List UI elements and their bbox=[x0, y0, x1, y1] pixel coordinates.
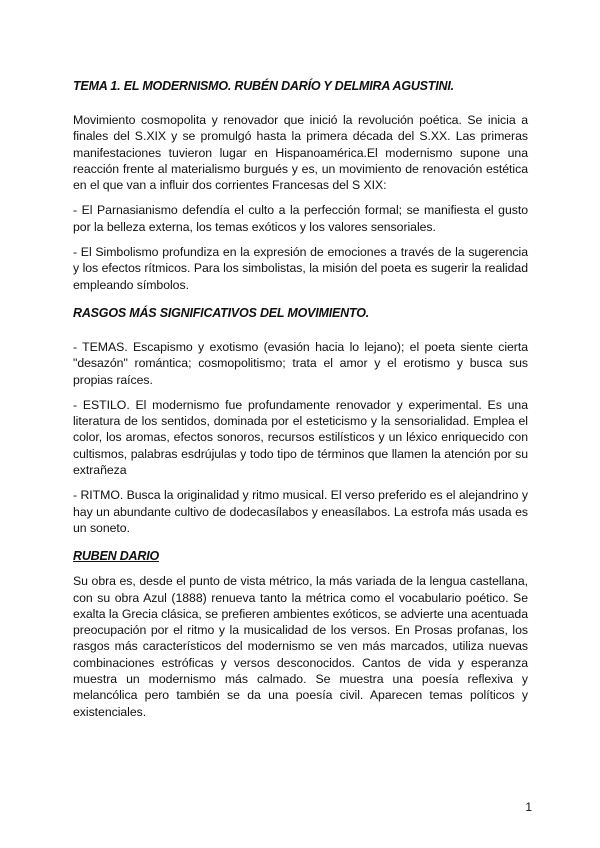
page-content bbox=[73, 78, 528, 720]
intro-paragraph: Movimiento cosmopolita y renovador que inició la revolución poética. Se inicia a finales del S.XIX y se promulgó hasta la primera década del S.XX. Las primeras manifestaciones tuvieron lugar en Hispanoamérica.El modernismo supone una reacción frente al materialismo burgués y es, un movimiento de renovación estética en el que van a influir dos corrientes Francesas del S XIX: bbox=[73, 113, 528, 193]
estilo-paragraph: - ESTILO. El modernismo fue profundamente renovador y experimental. Es una literatura de los sentidos, dominada por el esteticismo y la sensorialidad. Emplea el color, los aromas, efectos sonoros, recursos estilísticos y un léxico enriquecido con cultismos, palabras esdrújulas y todo tipo de términos que llamen la atención por su extrañeza bbox=[73, 397, 528, 478]
page-number: 1 bbox=[525, 800, 532, 814]
simbolismo-paragraph: - El Simbolismo profundiza en la expresión de emociones a través de la sugerencia y los efectos rítmicos. Para los simbolistas, la misión del poeta es sugerir la realidad empleando símbolos. bbox=[73, 245, 528, 292]
temas-paragraph: - TEMAS. Escapismo y exotismo (evasión hacia lo lejano); el poeta siente cierta "desazón" romántica; cosmopolitismo; trata el amor y el erotismo y busca sus propias raíces. bbox=[73, 339, 528, 387]
ruben-dario-paragraph: Su obra es, desde el punto de vista métrico, la más variada de la lengua castellana, con su obra Azul (1888) renueva tanto la métrica como el vocabulario poético. Se exalta la Grecia clásica, se prefieren ambientes exóticos, se advierte una acentuada preocupación por el ritmo y la musicalidad de los versos. En Prosas profanas, los rasgos más característicos del modernismo se ven más marcados, utiliza nuevas combinaciones estróficas y versos desconocidos. Cantos de vida y esperanza muestra un modernismo más calmado. Se muestra una poesía reflexiva y melancólica pero también se da una poesía civil. Aparecen temas políticos y existenciales. bbox=[73, 574, 528, 719]
document-title: TEMA 1. EL MODERNISMO. RUBÉN DARÍO Y DELMIRA AGUSTINI. bbox=[73, 79, 454, 93]
ritmo-paragraph: - RITMO. Busca la originalidad y ritmo musical. El verso preferido es el alejandrino y hay un abundante cultivo de dodecasílabos y eneasílabos. La estrofa más usada es un soneto. bbox=[73, 488, 528, 535]
parnasianismo-paragraph: - El Parnasianismo defendía el culto a la perfección formal; se manifiesta el gusto por la belleza externa, los temas exóticos y los valores sensoriales. bbox=[73, 203, 528, 234]
ruben-dario-heading: RUBEN DARIO bbox=[73, 549, 159, 564]
rasgos-heading: RASGOS MÁS SIGNIFICATIVOS DEL MOVIMIENTO. bbox=[73, 305, 369, 320]
